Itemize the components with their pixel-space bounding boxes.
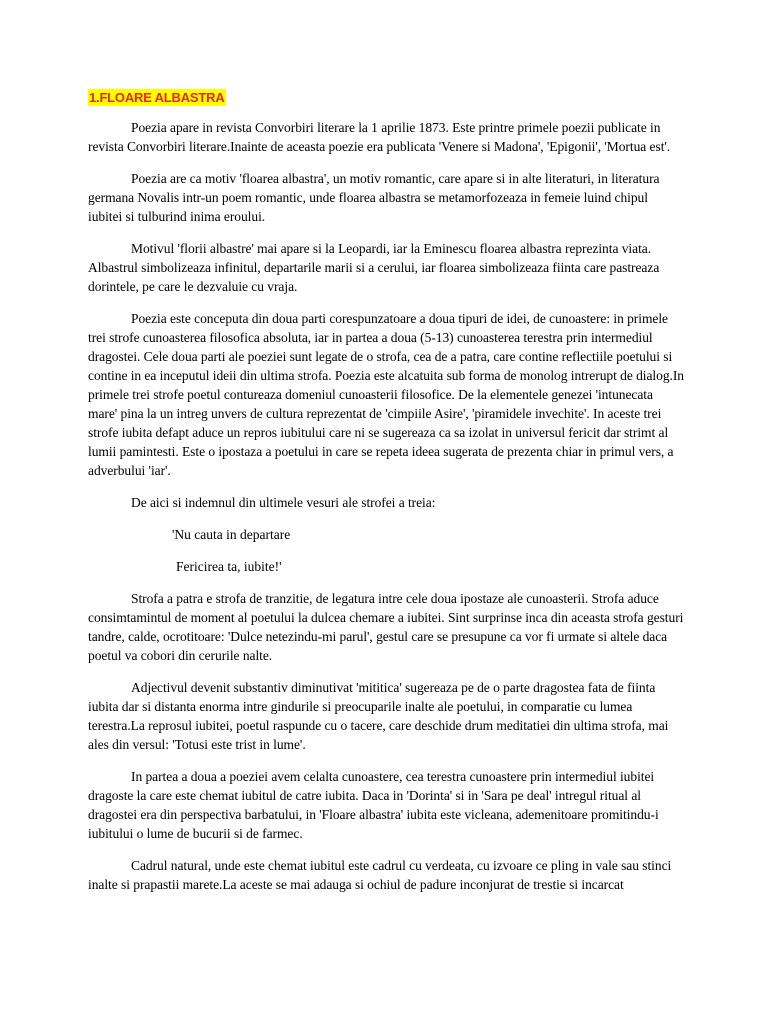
paragraph-indemn: De aici si indemnul din ultimele vesuri ale strofei a treia: [131,495,436,510]
paragraph-publication: Poezia apare in revista Convorbiri literare la 1 aprilie 1873. Este printre primele poezii publicate in revista Convorbiri literare.Inainte de aceasta poezie era publicata 'Venere si Madona', 'Epigonii', 'Mortua est'. [88,120,671,154]
paragraph-cadrul-natural: Cadrul natural, unde este chemat iubitul este cadrul cu verdeata, cu izvoare ce pling in vale sau stinci inalte si prapastii marete.La aceste se mai adauga si ochiul de padure inconjurat de trestie si incarcat [88,858,672,892]
paragraph-strofa-patra: Strofa a patra e strofa de tranzitie, de legatura intre cele doua ipostaze ale cunoasterii. Strofa aduce consimtamintul de moment al poetului la dulcea chemare a iubitei. Sint surprinse inca din aceasta strofa gesturi tandre, calde, ocrotitoare: 'Dulce netezindu-mi parul', gestul care se presupune ca vor fi urmate si altele daca poetul va cobori din cerurile nalte. [88,591,684,663]
paragraph-mititica: Adjectivul devenit substantiv diminutivat 'mititica' sugereaza pe de o parte dragostea fata de fiinta iubita dar si distanta enorma intre gindurile si preocuparile inalte ale poetului, in comparatie cu lumea terestra.La reprosul iubitei, poetul raspunde cu o tacere, care deschide drum meditatiei din ultima strofa, mai ales din versul: 'Totusi este trist in lume'. [88,680,669,752]
section-heading: 1.FLOARE ALBASTRA [89,90,225,105]
paragraph-motif: Poezia are ca motiv 'floarea albastra', un motiv romantic, care apare si in alte literaturi, in literatura germana Novalis intr-un poem romantic, unde floarea albastra se metamorfozeaza in femeie luind chipul iubitei si tulburind inima eroului. [88,171,660,224]
quote-line-1: 'Nu cauta in departare [172,527,291,542]
quote-line-2: Fericirea ta, iubite!' [176,559,282,574]
paragraph-leopardi: Motivul 'florii albastre' mai apare si la Leopardi, iar la Eminescu floarea albastra reprezinta viata. Albastrul simbolizeaza infinitul, departarile marii si a cerului, iar floarea simbolizeaza fiinta care pastreaza dorintele, pe care le dezvaluie cu vraja. [88,241,660,294]
paragraph-structure: Poezia este conceputa din doua parti corespunzatoare a doua tipuri de idei, de cunoastere: in primele trei strofe cunoasterea filosofica absoluta, iar in partea a doua (5-13) cunoasterea terestra prin intermediul dragostei. Cele doua parti ale poeziei sunt legate de o strofa, cea de a patra, care contine reflectiile poetului si contine in ea inceputul ideii din ultima strofa. Poezia este alcatuita sub forma de monolog intrerupt de dialog.In primele trei strofe poetul contureaza domeniul cunoasterii filosofice. De la elementele genezei 'intunecata mare' pina la un intreg unvers de cultura reprezentat de 'cimpiile Asire', 'piramidele invechite'. In aceste trei strofe iubita defapt aduce un repros iubitului care ni se sugereaza ca sa izolat in universul fericit dar strimt al lumii pamintesti. Este o ipostaza a poetului in care se repeta ideea sugerata de prezenta chiar in primul vers, a adverbului 'iar'. [88,311,685,478]
paragraph-partea-doua: In partea a doua a poeziei avem celalta cunoastere, cea terestra cunoastere prin intermediul iubitei dragoste la care este chemat iubitul de catre iubita. Daca in 'Dorinta' si in 'Sara pe deal' intregul ritual al dragostei era din perspectiva barbatului, in 'Floare albastra' iubita este vicleana, ademenitoare promitindu-i iubitului o lume de bucurii si de farmec. [88,769,659,841]
document-page [88,88,684,907]
